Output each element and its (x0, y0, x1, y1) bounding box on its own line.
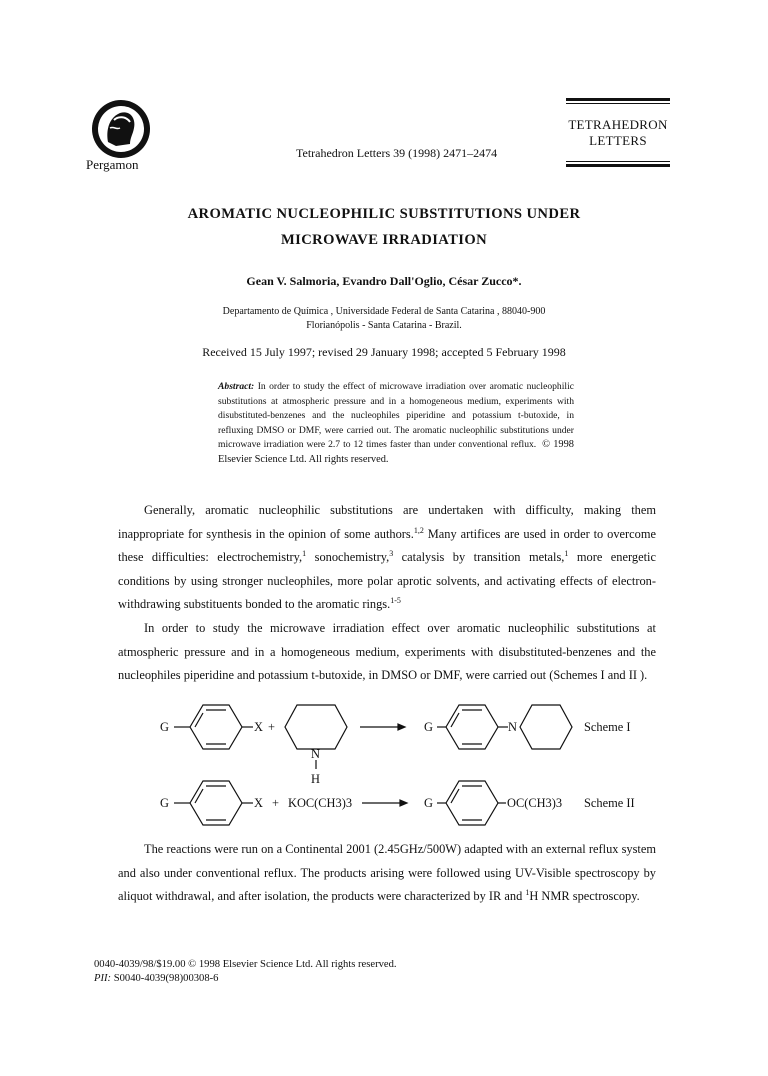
p1-text-c: sonochemistry, (306, 550, 390, 565)
pii-value: S0040-4039(98)00308-6 (111, 973, 219, 984)
title-line-2: MICROWAVE IRRADIATION (280, 232, 488, 248)
journal-name-line2: LETTERS (589, 133, 647, 148)
scheme-2-plus: + (272, 796, 279, 810)
scheme-2-g: G (160, 796, 169, 810)
piperidine-h: H (311, 772, 320, 786)
scheme-2-reactant-ring (174, 781, 253, 825)
title-line-1: AROMATIC NUCLEOPHILIC SUBSTITUTIONS UNDER (187, 206, 581, 222)
received-dates: Received 15 July 1997; revised 29 January 1998; accepted 5 February 1998 (202, 345, 566, 359)
journal-citation: Tetrahedron Letters 39 (1998) 2471–2474 (296, 146, 498, 160)
scheme-2-label: Scheme II (584, 796, 635, 810)
affiliation-line-1: Departamento de Química , Universidade Federal de Santa Catarina , 88040-900 (222, 306, 546, 317)
abstract-label: Abstract: (218, 381, 255, 392)
p1-text-d: catalysis by transition metals, (393, 550, 565, 565)
scheme-1-g: G (160, 720, 169, 734)
footer (94, 958, 397, 986)
body-text-bottom (118, 838, 656, 909)
scheme-1-label: Scheme I (584, 720, 631, 734)
scheme-2-x: X (254, 796, 263, 810)
p3-sup: 1 (525, 888, 530, 898)
authors: Gean V. Salmoria, Evandro Dall'Oglio, César Zucco*. (246, 274, 522, 288)
scheme-1-x: X (254, 720, 263, 734)
ref-5: 1-5 (390, 596, 401, 606)
p1-text-b: Many artifices are used in order to overcome these difficulties: electrochemistry, (118, 526, 656, 565)
scheme-1-reactant-ring (174, 705, 253, 749)
scheme-2-product-g: G (424, 796, 433, 810)
scheme-1-plus: + (268, 720, 275, 734)
paragraph-3 (118, 838, 656, 909)
scheme-1-product (437, 705, 572, 749)
scheme-1-product-n: N (508, 720, 517, 734)
pii-label: PII: (94, 973, 112, 984)
publisher-name: Pergamon (86, 157, 139, 172)
ref-4: 1 (564, 549, 569, 559)
scheme-2-reagent: KOC(CH3)3 (288, 796, 353, 810)
ref-1: 1,2 (413, 525, 424, 535)
scheme-2-product-group: OC(CH3)3 (507, 796, 563, 810)
scheme-2-product-ring (437, 781, 506, 825)
footer-pii (94, 972, 397, 986)
p3-text-a: The reactions were run on a Continental 2001 (2.45GHz/500W) adapted with an external reflux system and also under conventional reflux. The products arising were followed using UV-Visible spectroscopy by aliquot withdrawal, and after isolation, the products were characterized by IR and (118, 842, 656, 904)
p3-text-b: H NMR spectroscopy. (529, 889, 640, 904)
p1-text-e: more energetic conditions by using stronger nucleophiles, more polar aprotic solvents, and activating effects of electron-withdrawing substituents bonded to the aromatic rings. (118, 550, 656, 612)
ref-3: 3 (389, 549, 394, 559)
affiliation-line-2: Florianópolis - Santa Catarina - Brazil. (306, 320, 462, 331)
footer-copyright: 0040-4039/98/$19.00 © 1998 Elsevier Science Ltd. All rights reserved. (94, 959, 397, 970)
scheme-1-product-g: G (424, 720, 433, 734)
abstract-copyright: © 1998 Elsevier Science Ltd. All rights reserved. (218, 439, 574, 465)
p1-text-a: Generally, aromatic nucleophilic substitutions are undertaken with difficulty, making them inappropriate for synthesis in the opinion of some authors. (118, 503, 656, 541)
paragraph-2: In order to study the microwave irradiation effect over aromatic nucleophilic substitutions at atmospheric pressure and in a homogeneous medium, experiments with disubstituted-benzenes and the nucleophiles piperidine and potassium t-butoxide, in DMSO or DMF, were carried out (Schemes I and II ). (118, 620, 656, 683)
ref-2: 1 (302, 549, 307, 559)
journal-name-line1: TETRAHEDRON (568, 117, 668, 132)
piperidine-n: N (311, 747, 320, 761)
abstract-text: In order to study the effect of microwave irradiation over aromatic nucleophilic substitutions at atmospheric pressure and in a homogeneous medium, experiments with disubstituted-benzenes and the nucleophiles piperidine and potassium t-butoxide, in refluxing DMSO or DMF, were carried out. The aromatic nucleophilic substitutions under microwave irradiation were 2.7 to 12 times faster than under conventional reflux. (218, 381, 574, 451)
